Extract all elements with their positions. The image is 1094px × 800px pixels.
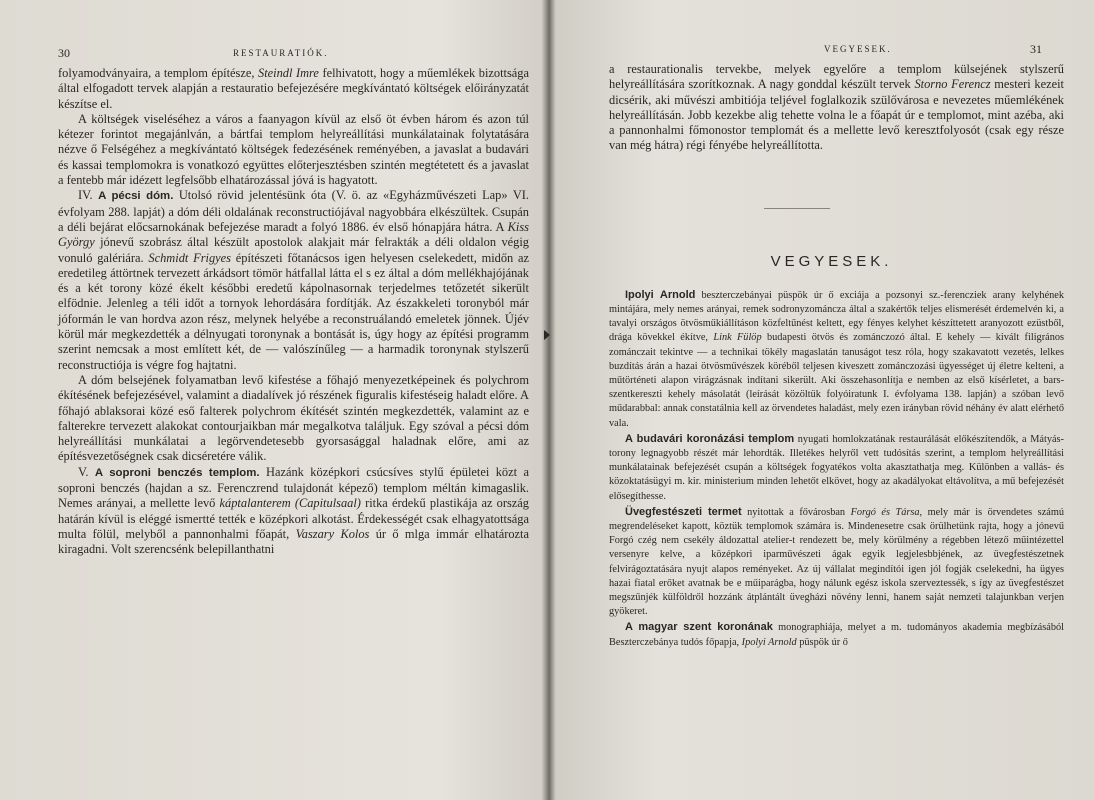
paragraph: A dóm belsejének folyamatban levő kifestése a főhajó menyezetképeinek és polychrom ékítésének befejezésével, valamint a diadalívek jó részének figuralis kifestéseig haladt előre. A főhajó ablaksorai közé eső falterek polychrom ékítését szintén megkezdették, valamint az e falterekre tervezett alakokat contourjaikban már megalkotva találjuk. Egy szóval a pécsi dóm helyreállítási munkálatai a legörvendetesebb gyorsasággal haladnak előre, ami az építésvezetőségnek csak dicséretére válik. [58, 372, 529, 464]
news-heading: A budavári koronázási templom [625, 432, 795, 445]
section-heading: A soproni benczés templom. [94, 466, 260, 479]
person-name: Storno Ferencz [914, 77, 991, 92]
paragraph: A költségek viseléséhez a város a faanyagon kívül az első öt évben három és azon túl kétezer forintot megajánlván, a bártfai templom helyreállítási munkálatainak folytatására nézve ő Felségéhez a megkívántató költségek fedezésének reményében, a javaslat a budavári és kassai templomokra is vonatkozó együttes előterjesztésben szintén megtétetett és a javaslat a fentebb már idézett legfelsőbb elhatározással jóvá is hagyatott. [58, 111, 529, 188]
news-item: A budavári koronázási templom nyugati homlokzatának restaurálását előkészítendők, a Mátyás-torony legnagyobb részét már lehordták. Illetékes helyről vett tudósítás szerint, a templom helyreállítási munkálatainak befejezését csupán a költségek fogyatékos volta akasztathatja meg. Különben a vallás- és közoktatásügyi m. kir. ministerium minden lehetőt elkövet, hogy az akadályokat eltávolítva, a mű befejezését elősegíthesse. [609, 432, 1064, 502]
news-item: Ipolyi Arnold beszterczebányai püspök úr ő exciája a pozsonyi sz.-ferencziek arany kelyhének mintájára, mely nemes arányai, remek sodronyzománcza által a szakértők teljes elismerését érdemelvén ki, a tavalyi országos ötvösműkiállításon közfeltűnést keltett, egy fényes kelyhet készíttetett aranyozott ezüstből, drága kövekkel ékítve, Link Fülöp budapesti ötvös és zománczozó által. E kehely — kivált filigrános zománczait tekintve — a technikai tökély magaslatán tanuságot tesz róla, hogy szakavatott vezetés, lelkes buzdítás árán a hazai ötvösművészek köréből teljesen kiveszett zománczozási ügyességet új életre kelteni, a műtörténeti alapon virágzásnak indítani sikerült. Aki összehasonlítja e nemben az első kísérletet, a bars-szentkereszti kehely másolatát (leírását közöltük folyóiratunk I. évfolyama 138. lapján) a szóban levő műdarabbal: annak constatálnia kell az örvendetes haladást, mely ezen irányban rövid néhány év alatt elérhető vala. [609, 288, 1065, 429]
news-item: Üvegfestészeti termet nyitottak a fővárosban Forgó és Társa, mely már is örvendetes számú megrendeléseket kapott, köztük templomok számára is. Mindenesetre csak örülhetünk rajta, hogy a jónevű Forgó czég nem csekély áldozattal atelier-t rendezett be, mely körülmény a régebben létező műintézettel versenyre kelve, a középkori iparművészeti ágak egyik legjelesbbjének, az üvegfestészetnek felvirágoztatására nyujt alapos reményeket. Az új vállalat megindítói igen jól fogják cselekedni, ha ügyes hazai fiatal erőket avatnak be e műiparágba, hogy nálunk egész iskola szerveztessék, s így az üvegfestészet megszűnjék külföldről hozzánk átplántált üvegházi növény lenni, hanem saját nemzeti talajunkban verjen gyökeret. [609, 505, 1064, 618]
person-name: Schmidt Frigyes [148, 250, 231, 265]
paragraph: V. A soproni benczés templom. Hazánk középkori csúcsíves stylű épületei közt a soproni benczés (hajdan a sz. Ferenczrend tulajdonát képező) templom méltán kimagaslik. Nemes arányai, a mellette levő káptalanterem (Capitulsaal) ritka érdekű plastikája az ország határán kívül is eléggé ismertté tették e középkori alkotást. Érdekességét csak elhagyatottsága multa fölül, melyből a pannonhalmi főapát, Vaszary Kolos úr ő mlga immár elhatározta kiragadni. Volt szerencsénk belepillanthatni [58, 464, 530, 557]
running-title: RESTAURATIÓK. [233, 48, 329, 58]
person-name: Steindl Imre [258, 66, 319, 80]
news-heading: Üvegfestészeti termet [625, 505, 742, 518]
paragraph: IV. A pécsi dóm. Utolsó rövid jelentésünk óta (V. ö. az «Egyházművészeti Lap» VI. évfolyam 288. lapját) a dóm déli oldalának reconstructiójával nagyobbára elkészültek. Csupán a déli bejárat előcsarnokának befejezése maradt a folyó 1886. év első hónapjára hátra. A Kiss György jónevű szobrász által készült apostolok alakjait már felrakták a déli oldalon végig vonuló galériára. Schmidt Frigyes építészeti főtanácsos igen helyesen cselekedett, midőn az eredetileg áttörtnek tervezett árkádsort tömör hátfallal látta el s ez által a dóm mellékhajójának és a két torony közé ékelt későbbi eredetű kápolnasornak terjedelmes tetőzetét sikerült elfödnie. Jelenleg a téli időt a tornyok lehordására fordítják. Az északkeleti toronyból már jóformán le van hordva azon rész, melynek helyébe a reconstruálandó emeletek jönnek. Újév körül már megkezdették a délnyugati toronynak a bontását is, úgy hogy az építési programm szerint nemcsak a most említett két, de — valószínűleg — a harmadik toronynak stylszerű reconstructiója is végre fog hajtatni. [58, 188, 530, 372]
running-title: VEGYESEK. [824, 44, 892, 54]
section-divider [764, 208, 830, 209]
person-name: Link Fülöp [713, 332, 762, 344]
news-heading: A magyar szent koronának [625, 621, 773, 634]
section-heading: A pécsi dóm. [98, 190, 174, 203]
person-name: Vaszary Kolos [295, 526, 370, 541]
paragraph: a restaurationalis tervekbe, melyek egyelőre a templom külsejének stylszerű helyreállítására szorítkoznak. A nagy gonddal készült tervek Storno Ferencz mesteri kezeit dicsérik, aki művészi ambitiója teljével foglalkozik szülővárosa e nevezetes műemlékének helyreállításán. Jobb kezekbe alig tehette volna le a főapát úr e templomot, mint azéba, aki a pannonhalmi főmonostor templomát és a mellette levő keresztfolyosót (csak egy része van még hátra) régi fényébe helyreállította. [609, 62, 1065, 153]
person-name: Kiss György [58, 219, 529, 250]
gutter-mark [544, 330, 550, 340]
running-head-left [58, 40, 529, 66]
left-text-column [58, 66, 529, 558]
company-name: Forgó és Társa [850, 506, 920, 518]
paragraph: folyamodványaira, a templom építésze, Steindl Imre felhivatott, hogy a műemlékek bizottsága által elfogadott tervek alapján a restauratio befejezésére megkívántató költségek előirányzatát készítse el. [58, 66, 529, 111]
right-page [553, 0, 1094, 800]
news-heading: Ipolyi Arnold [625, 288, 696, 301]
news-items [609, 288, 1064, 650]
news-item: A magyar szent koronának monographiája, melyet a m. tudományos akademia megbízásából Beszterczebánya tudós főpapja, Ipolyi Arnold püspök úr ő [609, 621, 1064, 648]
section-title: VEGYESEK. [770, 252, 893, 270]
page-number: 31 [1030, 42, 1042, 56]
running-head-right [609, 36, 1064, 62]
page-number: 30 [58, 46, 70, 60]
italic-term: káptalanterem (Capitulsaal) [219, 496, 361, 511]
right-text-column [609, 62, 1064, 154]
person-name: Ipolyi Arnold [741, 636, 797, 648]
